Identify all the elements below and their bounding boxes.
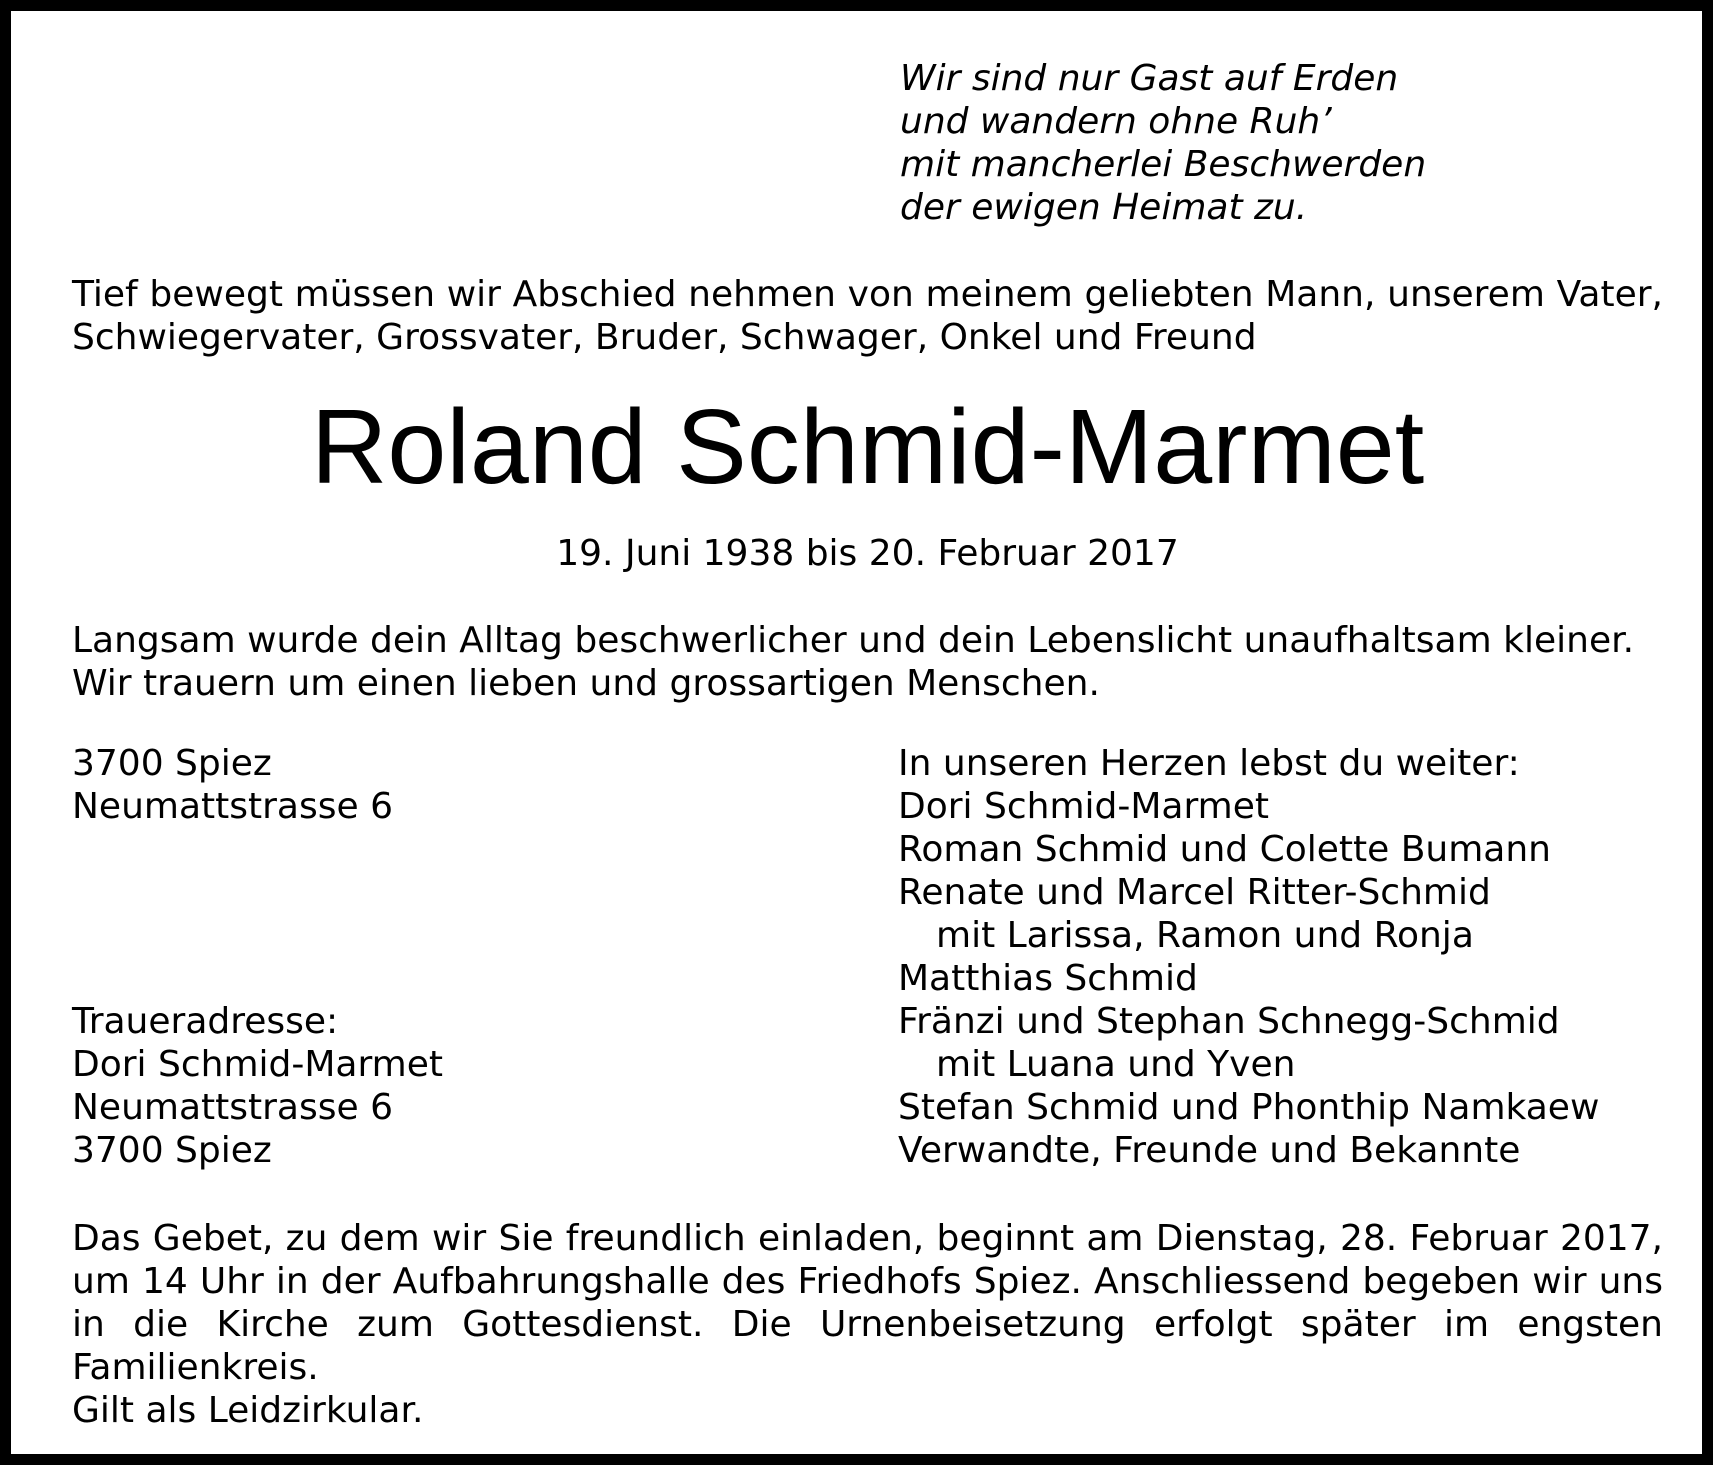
poem-line: der ewigen Heimat zu. bbox=[900, 187, 1308, 228]
family-member: Matthias Schmid bbox=[898, 958, 1198, 999]
deceased-name: Roland Schmid-Marmet bbox=[310, 388, 1425, 506]
address-column bbox=[72, 742, 443, 1172]
family-member: Verwandte, Freunde und Bekannte bbox=[898, 1130, 1521, 1171]
family-member: Dori Schmid-Marmet bbox=[898, 786, 1269, 827]
mourning-address-label: Traueradresse: bbox=[72, 1001, 339, 1042]
memorial-line: Langsam wurde dein Alltag beschwerlicher und dein Lebenslicht unaufhaltsam kleiner. bbox=[72, 620, 1635, 661]
memorial-paragraph bbox=[72, 619, 1634, 705]
mourning-address-street: Neumattstrasse 6 bbox=[72, 1087, 393, 1128]
family-member: Stefan Schmid und Phonthip Namkaew bbox=[898, 1087, 1600, 1128]
poem-line: mit mancherlei Beschwerden bbox=[900, 144, 1427, 185]
circular-note: Gilt als Leidzirkular. bbox=[72, 1390, 424, 1431]
life-dates: 19. Juni 1938 bis 20. Februar 2017 bbox=[556, 533, 1179, 574]
intro-paragraph: Tief bewegt müssen wir Abschied nehmen von meinem geliebten Mann, unserem Vater, Schwiegervater, Grossvater, Bruder, Schwager, Onkel und Freund bbox=[72, 274, 1663, 358]
poem-verse bbox=[900, 57, 1426, 229]
mourning-address-city: 3700 Spiez bbox=[72, 1130, 272, 1171]
service-paragraph: Das Gebet, zu dem wir Sie freundlich einladen, beginnt am Dienstag, 28. Februar 2017, um 14 Uhr in der Aufbahrungshalle des Friedhofs Spiez. Anschliessend begeben wir uns in die Kirche zum Gottesdienst. Die Urnenbeisetzung erfolgt später im engsten Familienkreis. bbox=[72, 1218, 1663, 1388]
family-heading: In unseren Herzen lebst du weiter: bbox=[898, 743, 1520, 784]
family-member: Renate und Marcel Ritter-Schmid bbox=[898, 872, 1491, 913]
family-member-children: mit Larissa, Ramon und Ronja bbox=[936, 915, 1474, 956]
poem-line: Wir sind nur Gast auf Erden bbox=[900, 58, 1399, 99]
family-member: Fränzi und Stephan Schnegg-Schmid bbox=[898, 1001, 1560, 1042]
mourning-address-name: Dori Schmid-Marmet bbox=[72, 1044, 443, 1085]
poem-line: und wandern ohne Ruh’ bbox=[900, 101, 1332, 142]
home-street: Neumattstrasse 6 bbox=[72, 786, 393, 827]
family-member-children: mit Luana und Yven bbox=[936, 1044, 1296, 1085]
family-column bbox=[898, 742, 1599, 1172]
memorial-line: Wir trauern um einen lieben und grossartigen Menschen. bbox=[72, 663, 1100, 704]
family-member: Roman Schmid und Colette Bumann bbox=[898, 829, 1551, 870]
home-city: 3700 Spiez bbox=[72, 743, 272, 784]
